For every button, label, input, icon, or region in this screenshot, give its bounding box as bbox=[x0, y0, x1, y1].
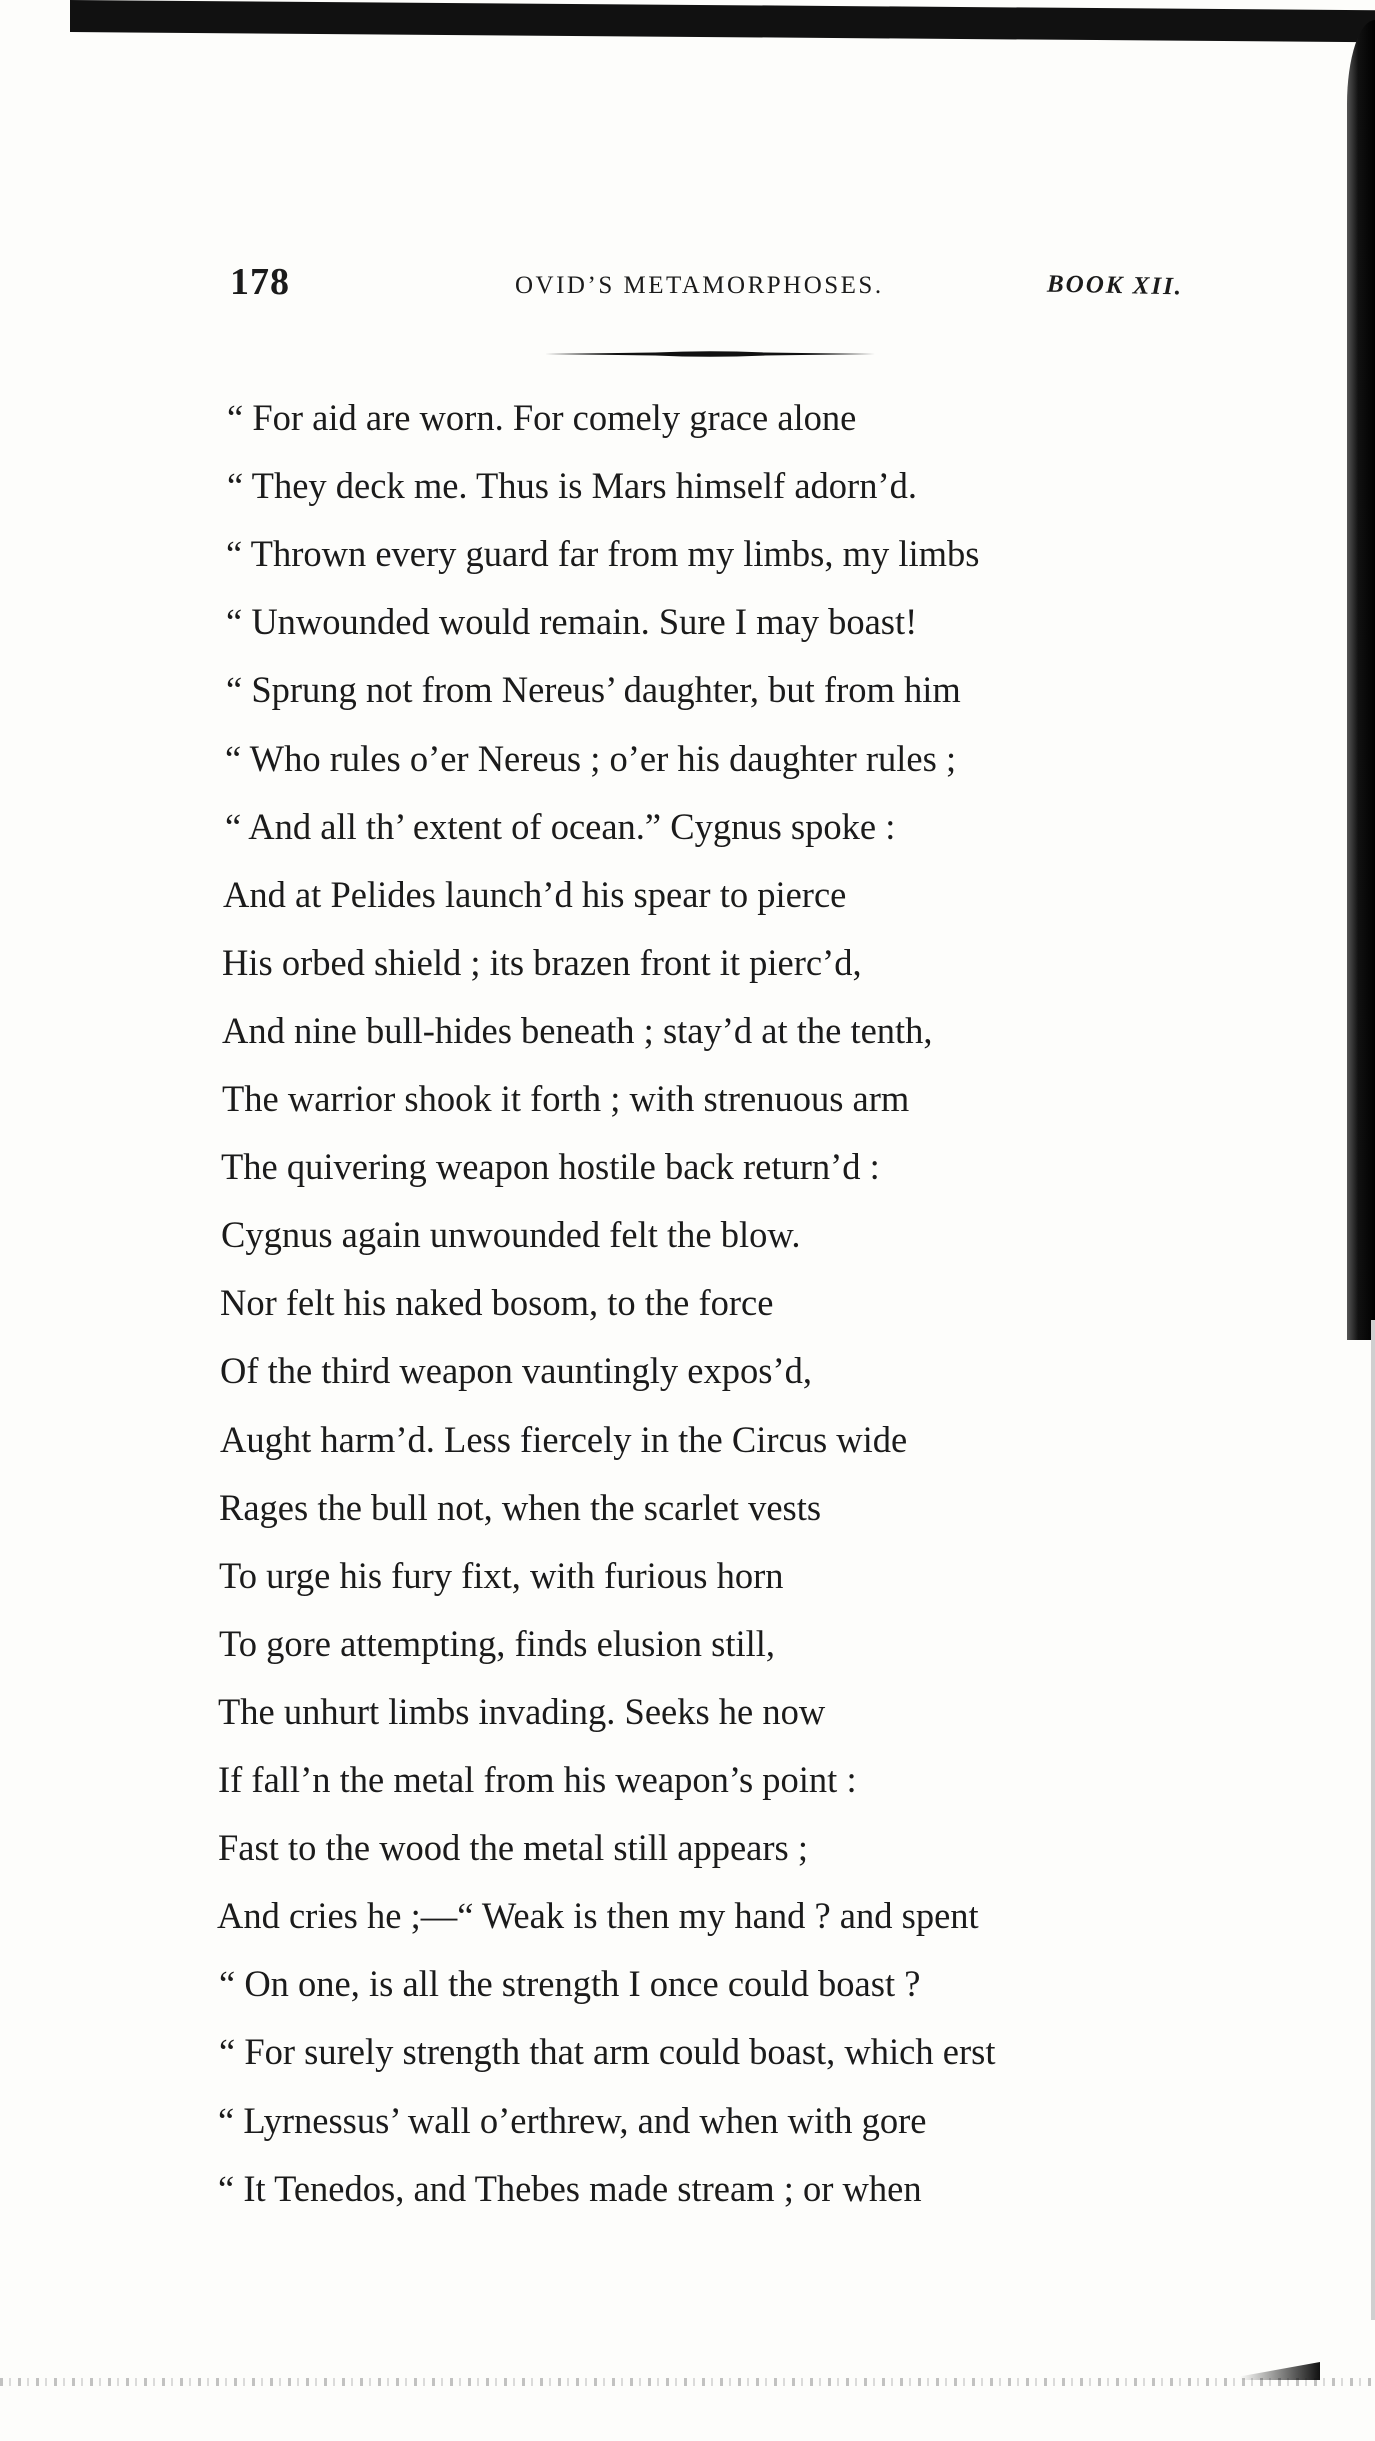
scan-right-edge bbox=[1371, 1320, 1375, 2320]
poem-line: “ Thrown every guard far from my limbs, my limbs bbox=[226, 533, 980, 574]
poem-line: “ Who rules o’er Nereus ; o’er his daughter rules ; bbox=[225, 738, 957, 779]
poem-line: “ And all th’ extent of ocean.” Cygnus spoke : bbox=[225, 806, 896, 847]
poem-line: Rages the bull not, when the scarlet vests bbox=[219, 1487, 822, 1528]
poem-line: The unhurt limbs invading. Seeks he now bbox=[218, 1691, 826, 1732]
poem-line: And nine bull-hides beneath ; stay’d at the tenth, bbox=[222, 1010, 933, 1051]
poem-line: “ They deck me. Thus is Mars himself adorn’d. bbox=[227, 465, 917, 506]
poem-line: “ Lyrnessus’ wall o’erthrew, and when with gore bbox=[218, 2100, 927, 2141]
scan-right-border bbox=[1347, 20, 1375, 1340]
poem-line: “ For aid are worn. For comely grace alone bbox=[227, 397, 857, 438]
page-number: 178 bbox=[230, 261, 290, 303]
poem-line: Of the third weapon vauntingly expos’d, bbox=[220, 1350, 812, 1391]
poem-line: “ Sprung not from Nereus’ daughter, but from him bbox=[226, 669, 961, 710]
poem-line: “ It Tenedos, and Thebes made stream ; or when bbox=[218, 2168, 922, 2209]
page-header bbox=[225, 258, 1235, 318]
poem-line: Fast to the wood the metal still appears ; bbox=[218, 1827, 808, 1868]
poem-line: “ On one, is all the strength I once could boast ? bbox=[219, 1963, 921, 2004]
poem-line: If fall’n the metal from his weapon’s point : bbox=[218, 1759, 857, 1800]
poem-line: His orbed shield ; its brazen front it pierc’d, bbox=[222, 942, 862, 983]
book-label: BOOK XII. bbox=[1046, 270, 1184, 301]
running-title: OVID’S METAMORPHOSES. bbox=[515, 272, 884, 299]
poem-line: And at Pelides launch’d his spear to pierce bbox=[223, 874, 847, 915]
poem-line: Nor felt his naked bosom, to the force bbox=[220, 1282, 774, 1323]
poem-line: “ For surely strength that arm could boast, which erst bbox=[219, 2031, 996, 2072]
scan-top-border bbox=[70, 0, 1375, 42]
header-rule bbox=[545, 350, 875, 358]
poem-line: “ Unwounded would remain. Sure I may boast! bbox=[226, 601, 918, 642]
poem-line: Cygnus again unwounded felt the blow. bbox=[221, 1214, 801, 1255]
poem-line: The warrior shook it forth ; with strenuous arm bbox=[222, 1078, 910, 1119]
poem-line: The quivering weapon hostile back return’d : bbox=[221, 1146, 880, 1187]
scan-bottom-corner bbox=[1240, 2362, 1320, 2380]
poem-line: And cries he ;—“ Weak is then my hand ? and spent bbox=[217, 1895, 979, 1936]
poem-line: To urge his fury fixt, with furious horn bbox=[219, 1555, 784, 1596]
poem-line: To gore attempting, finds elusion still, bbox=[219, 1623, 776, 1664]
scan-bottom-edge bbox=[0, 2378, 1375, 2386]
poem-line: Aught harm’d. Less fiercely in the Circus wide bbox=[220, 1419, 908, 1460]
